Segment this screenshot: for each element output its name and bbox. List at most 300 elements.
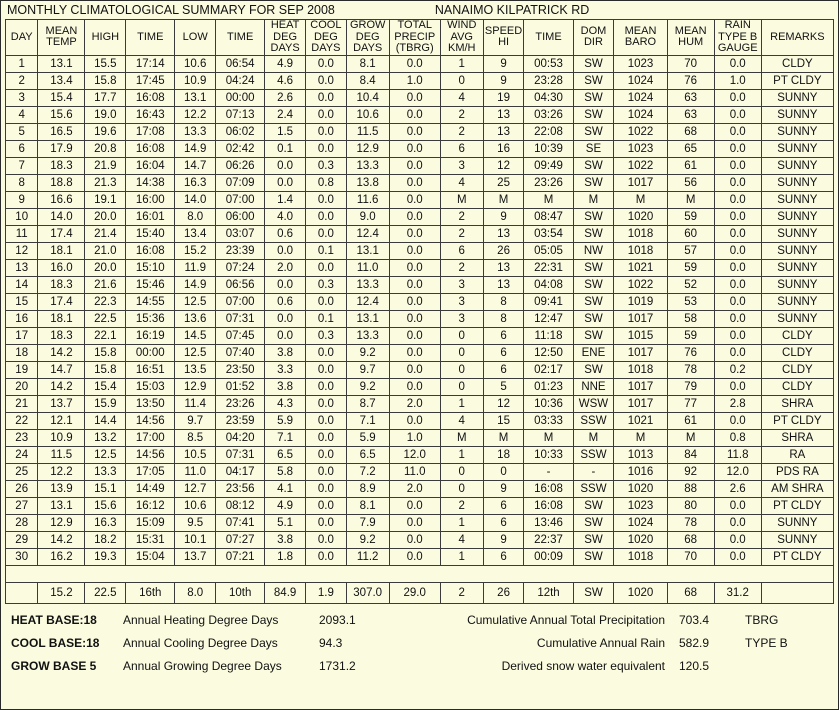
table-cell: SW [573, 123, 614, 140]
table-cell: 10.1 [175, 531, 216, 548]
table-cell: M [614, 429, 667, 446]
table-cell: M [667, 429, 714, 446]
table-cell: 0.0 [389, 208, 440, 225]
table-cell: 0.0 [265, 174, 306, 191]
table-cell: 10:36 [524, 395, 573, 412]
station-name: NANAIMO KILPATRICK RD [434, 3, 590, 17]
table-cell: 12 [6, 242, 38, 259]
table-cell: 0.3 [305, 327, 346, 344]
table-cell: 8 [6, 174, 38, 191]
column-header-line: BARO [624, 36, 657, 49]
table-cell: 0.0 [389, 174, 440, 191]
table-cell: 7.1 [346, 412, 389, 429]
column-header-line: TIME [535, 30, 562, 43]
totals-cell: 10th [216, 582, 265, 603]
table-cell: 10 [6, 208, 38, 225]
column-header [85, 20, 126, 56]
table-cell: 16:00 [126, 191, 175, 208]
table-cell: 0.0 [305, 191, 346, 208]
table-cell: 0.0 [389, 548, 440, 565]
totals-cell [6, 582, 38, 603]
table-cell: 4 [6, 106, 38, 123]
table-cell: 17:08 [126, 123, 175, 140]
table-cell: 70 [667, 548, 714, 565]
table-cell: 16:08 [126, 89, 175, 106]
table-cell: SUNNY [761, 276, 833, 293]
column-header [305, 20, 346, 56]
totals-cell [761, 582, 833, 603]
table-cell: 12.4 [346, 225, 389, 242]
header-row [6, 20, 834, 56]
table-cell: 23:26 [216, 395, 265, 412]
table-cell: 09:41 [524, 293, 573, 310]
table-cell: 0.0 [265, 157, 306, 174]
table-cell: 02:17 [524, 361, 573, 378]
table-cell: 2.0 [389, 395, 440, 412]
table-cell: 21.9 [85, 157, 126, 174]
column-header-line: LOW [182, 30, 208, 43]
table-cell: 3 [440, 276, 483, 293]
table-cell: 10.9 [38, 429, 85, 446]
table-cell: SW [573, 72, 614, 89]
table-cell: 0.1 [305, 310, 346, 327]
column-header-line: TYPE B [718, 30, 758, 43]
table-cell: 1017 [614, 378, 667, 395]
table-cell: SUNNY [761, 259, 833, 276]
table-row [6, 395, 834, 412]
table-cell: 0.0 [389, 191, 440, 208]
totals-cell: 22.5 [85, 582, 126, 603]
table-cell: 1023 [614, 55, 667, 72]
table-cell: 15:03 [126, 378, 175, 395]
table-cell: 13.7 [38, 395, 85, 412]
table-cell: 1018 [614, 361, 667, 378]
table-cell: M [483, 429, 524, 446]
table-cell: 0.0 [714, 174, 761, 191]
table-cell: 1 [440, 395, 483, 412]
table-cell: 4 [440, 174, 483, 191]
column-header-line: KM/H [448, 42, 476, 55]
table-cell: 25 [6, 463, 38, 480]
table-cell: 0.0 [389, 225, 440, 242]
table-cell: 0 [440, 72, 483, 89]
table-row [6, 327, 834, 344]
table-cell: 23:56 [216, 480, 265, 497]
table-cell: SUNNY [761, 225, 833, 242]
table-cell: 0.0 [305, 72, 346, 89]
column-header [265, 20, 306, 56]
table-cell: SW [573, 225, 614, 242]
table-cell: 0.0 [714, 412, 761, 429]
table-cell: 5.9 [346, 429, 389, 446]
table-cell: 4.0 [265, 208, 306, 225]
table-cell: 15:46 [126, 276, 175, 293]
column-header-line: DAY [10, 30, 33, 43]
table-cell: 10:33 [524, 446, 573, 463]
table-spacer-row [6, 565, 834, 582]
table-cell: 0.0 [305, 463, 346, 480]
table-cell: M [667, 191, 714, 208]
table-row [6, 446, 834, 463]
table-cell: 16:08 [126, 140, 175, 157]
table-cell: 13 [483, 106, 524, 123]
column-header [483, 20, 524, 56]
footer-value: 1731.2 [319, 658, 356, 673]
column-header-line: AVG [450, 30, 473, 43]
table-cell: 14:56 [126, 412, 175, 429]
table-cell: 9 [483, 55, 524, 72]
table-cell: 0.0 [305, 259, 346, 276]
table-cell: 9.2 [346, 531, 389, 548]
table-row [6, 259, 834, 276]
table-cell: 01:52 [216, 378, 265, 395]
table-cell: 23:59 [216, 412, 265, 429]
table-cell: 5.1 [265, 514, 306, 531]
table-cell: 16.2 [38, 548, 85, 565]
table-row [6, 293, 834, 310]
table-cell: 6 [483, 497, 524, 514]
table-cell: 0.0 [714, 208, 761, 225]
table-cell: 23:50 [216, 361, 265, 378]
table-cell: 52 [667, 276, 714, 293]
table-cell: 22:37 [524, 531, 573, 548]
table-cell: 16 [6, 310, 38, 327]
table-cell: CLDY [761, 344, 833, 361]
table-cell: 59 [667, 259, 714, 276]
table-cell: SHRA [761, 395, 833, 412]
table-cell: 6 [483, 548, 524, 565]
table-cell: 1 [440, 446, 483, 463]
table-cell: 68 [667, 531, 714, 548]
table-cell: 0.0 [305, 225, 346, 242]
table-cell: 1018 [614, 242, 667, 259]
column-header-line: MEAN [45, 24, 78, 37]
table-cell: 0.0 [305, 89, 346, 106]
table-cell: 12.2 [175, 106, 216, 123]
table-cell: 16.6 [38, 191, 85, 208]
table-cell: SUNNY [761, 514, 833, 531]
table-cell: 21.0 [85, 242, 126, 259]
table-cell: 63 [667, 89, 714, 106]
table-cell: 0.8 [305, 174, 346, 191]
table-cell: 1017 [614, 395, 667, 412]
title-bar [1, 1, 838, 19]
table-cell: 13 [483, 225, 524, 242]
table-cell: 16 [483, 140, 524, 157]
table-cell: 4.9 [265, 497, 306, 514]
table-body [6, 55, 834, 603]
table-cell: CLDY [761, 378, 833, 395]
table-cell: 07:27 [216, 531, 265, 548]
table-cell: 8.7 [346, 395, 389, 412]
table-cell: 1024 [614, 72, 667, 89]
table-cell: 1 [6, 55, 38, 72]
table-cell: 07:45 [216, 327, 265, 344]
table-cell: SW [573, 548, 614, 565]
totals-cell: 1.9 [305, 582, 346, 603]
table-cell: 9 [483, 72, 524, 89]
table-cell: 13:46 [524, 514, 573, 531]
table-cell: 14:55 [126, 293, 175, 310]
table-cell: 03:33 [524, 412, 573, 429]
table-cell: 25 [483, 174, 524, 191]
table-cell: 0 [440, 361, 483, 378]
table-cell: 0.0 [265, 327, 306, 344]
table-row [6, 514, 834, 531]
table-cell: 2.0 [265, 259, 306, 276]
table-cell: 17:00 [126, 429, 175, 446]
table-cell: 13.6 [175, 310, 216, 327]
table-cell: SW [573, 310, 614, 327]
table-cell: 13.1 [175, 89, 216, 106]
totals-cell: 29.0 [389, 582, 440, 603]
table-cell: SUNNY [761, 191, 833, 208]
table-cell: 2 [440, 259, 483, 276]
totals-cell: SW [573, 582, 614, 603]
table-cell: CLDY [761, 361, 833, 378]
table-cell: M [524, 191, 573, 208]
table-cell: 17:14 [126, 55, 175, 72]
column-header-line: TIME [137, 30, 164, 43]
table-cell: 07:41 [216, 514, 265, 531]
table-cell: 10.9 [175, 72, 216, 89]
table-cell: ENE [573, 344, 614, 361]
totals-cell: 1020 [614, 582, 667, 603]
table-cell: 4.9 [265, 55, 306, 72]
table-cell: SE [573, 140, 614, 157]
table-cell: SUNNY [761, 293, 833, 310]
table-cell: 23:39 [216, 242, 265, 259]
table-cell: NW [573, 242, 614, 259]
table-cell: 15 [6, 293, 38, 310]
table-cell: 13.9 [38, 480, 85, 497]
table-cell: 15.8 [85, 344, 126, 361]
footer-description: Annual Heating Degree Days [123, 612, 279, 627]
table-cell: CLDY [761, 55, 833, 72]
table-cell: 16.0 [38, 259, 85, 276]
table-cell: 12 [483, 157, 524, 174]
table-cell: 0.0 [714, 327, 761, 344]
table-cell: 12.7 [175, 480, 216, 497]
table-cell: 12.4 [346, 293, 389, 310]
table-cell: 0.0 [714, 191, 761, 208]
totals-cell: 2 [440, 582, 483, 603]
table-cell: PDS RA [761, 463, 833, 480]
footer-description: Annual Growing Degree Days [123, 658, 282, 673]
table-cell: 18.3 [38, 327, 85, 344]
table-cell: 16:04 [126, 157, 175, 174]
table-cell: 01:23 [524, 378, 573, 395]
table-cell: 8 [483, 293, 524, 310]
table-cell: PT CLDY [761, 497, 833, 514]
table-cell: 1016 [614, 463, 667, 480]
table-cell: 0.0 [389, 514, 440, 531]
table-cell: 03:26 [524, 106, 573, 123]
table-cell: 0 [440, 463, 483, 480]
table-cell: 17 [6, 327, 38, 344]
table-cell: 18 [483, 446, 524, 463]
column-header-line: MEAN [624, 24, 657, 37]
column-header-line: HI [498, 36, 510, 49]
table-cell: 13.7 [175, 548, 216, 565]
column-header [6, 20, 38, 56]
table-cell: 13.3 [346, 157, 389, 174]
table-cell: 12.5 [175, 293, 216, 310]
table-cell: 5 [6, 123, 38, 140]
table-cell: 26 [483, 242, 524, 259]
totals-cell: 8.0 [175, 582, 216, 603]
table-cell: 9 [483, 208, 524, 225]
table-cell: 14.5 [175, 327, 216, 344]
totals-cell: 26 [483, 582, 524, 603]
table-cell: 1.0 [389, 72, 440, 89]
table-cell: 2 [440, 497, 483, 514]
table-cell: 10.6 [346, 106, 389, 123]
table-cell: SW [573, 531, 614, 548]
table-cell: 0.0 [389, 412, 440, 429]
table-cell: 0.0 [714, 293, 761, 310]
table-cell: 16:51 [126, 361, 175, 378]
table-cell: 6 [440, 140, 483, 157]
table-cell: 6.5 [265, 446, 306, 463]
table-cell: 16.3 [85, 514, 126, 531]
table-cell: 8.1 [346, 497, 389, 514]
table-cell: M [614, 191, 667, 208]
table-cell: 0.0 [714, 276, 761, 293]
table-cell: 4 [440, 89, 483, 106]
table-cell: 3 [6, 89, 38, 106]
table-cell: 1 [440, 55, 483, 72]
table-cell: 30 [6, 548, 38, 565]
table-cell: AM SHRA [761, 480, 833, 497]
footer-value-secondary: 582.9 [679, 635, 710, 650]
table-cell: 13 [483, 276, 524, 293]
table-cell: 6 [483, 514, 524, 531]
column-header-line: (TBRG) [395, 42, 434, 55]
table-cell: 0.0 [305, 412, 346, 429]
table-cell: 10.4 [346, 89, 389, 106]
table-cell: 22:31 [524, 259, 573, 276]
table-cell: 2.6 [265, 89, 306, 106]
table-cell: 0.0 [714, 123, 761, 140]
table-cell: 18.1 [38, 242, 85, 259]
table-cell: 23:26 [524, 174, 573, 191]
table-cell: SW [573, 208, 614, 225]
table-cell: 0.0 [389, 344, 440, 361]
column-header-line: DAYS [270, 42, 300, 55]
table-cell: PT CLDY [761, 72, 833, 89]
table-cell: 07:31 [216, 310, 265, 327]
table-cell: 6 [483, 344, 524, 361]
table-cell: 0.0 [305, 531, 346, 548]
table-cell: CLDY [761, 327, 833, 344]
table-cell: 0.0 [714, 310, 761, 327]
table-cell: 06:02 [216, 123, 265, 140]
footer-tag: TBRG [745, 612, 779, 627]
table-cell: 59 [667, 208, 714, 225]
table-cell: 13 [483, 123, 524, 140]
column-header [216, 20, 265, 56]
table-cell: 80 [667, 497, 714, 514]
table-cell: 0.0 [714, 497, 761, 514]
table-cell: 0 [483, 463, 524, 480]
table-cell: 8.5 [175, 429, 216, 446]
table-cell: 19.6 [85, 123, 126, 140]
table-row [6, 548, 834, 565]
table-cell: 20.0 [85, 259, 126, 276]
table-cell: 0.0 [714, 157, 761, 174]
table-cell: 9.7 [175, 412, 216, 429]
table-cell: SUNNY [761, 157, 833, 174]
table-cell: 0.0 [389, 123, 440, 140]
column-header [573, 20, 614, 56]
table-cell: 12.9 [38, 514, 85, 531]
table-cell: 16:12 [126, 497, 175, 514]
table-cell: 11 [6, 225, 38, 242]
table-cell: 22.3 [85, 293, 126, 310]
table-cell: 77 [667, 395, 714, 412]
table-cell: 16.3 [175, 174, 216, 191]
table-cell: 15:40 [126, 225, 175, 242]
column-header [389, 20, 440, 56]
table-cell: 3 [440, 310, 483, 327]
table-cell: 0.0 [389, 140, 440, 157]
column-header-line: REMARKS [770, 30, 825, 43]
table-cell: 58 [667, 310, 714, 327]
table-cell: 13.4 [38, 72, 85, 89]
table-cell: 56 [667, 174, 714, 191]
table-cell: 07:40 [216, 344, 265, 361]
footer-summary [1, 613, 838, 673]
table-cell: M [483, 191, 524, 208]
table-cell: 06:00 [216, 208, 265, 225]
table-cell: 0.3 [305, 157, 346, 174]
table-cell: SW [573, 514, 614, 531]
table-cell: 0.6 [265, 293, 306, 310]
table-row [6, 497, 834, 514]
table-cell: 06:56 [216, 276, 265, 293]
table-cell: 2 [440, 225, 483, 242]
column-header-line: HIGH [91, 30, 120, 43]
table-cell: 0.0 [305, 106, 346, 123]
table-cell: 06:26 [216, 157, 265, 174]
table-cell: 16:01 [126, 208, 175, 225]
totals-cell: 15.2 [38, 582, 85, 603]
table-cell: 0.0 [305, 361, 346, 378]
table-cell: 14 [6, 276, 38, 293]
table-cell: 11.4 [175, 395, 216, 412]
footer-value: 2093.1 [319, 612, 356, 627]
table-cell: 15:31 [126, 531, 175, 548]
table-cell: 19 [483, 89, 524, 106]
table-cell: 76 [667, 72, 714, 89]
table-cell: 0.0 [714, 55, 761, 72]
table-cell: 0.0 [714, 344, 761, 361]
column-header-line: TOTAL [397, 19, 432, 31]
table-cell: 11.9 [175, 259, 216, 276]
table-cell: 1018 [614, 548, 667, 565]
table-cell: 1017 [614, 344, 667, 361]
table-cell: 0 [440, 344, 483, 361]
table-cell: 0.0 [305, 55, 346, 72]
table-cell: WSW [573, 395, 614, 412]
table-cell: 1021 [614, 259, 667, 276]
footer-base-label: COOL BASE:18 [11, 635, 100, 650]
table-cell: SUNNY [761, 310, 833, 327]
table-cell: 1021 [614, 412, 667, 429]
table-cell: 21.6 [85, 276, 126, 293]
table-cell: 1013 [614, 446, 667, 463]
